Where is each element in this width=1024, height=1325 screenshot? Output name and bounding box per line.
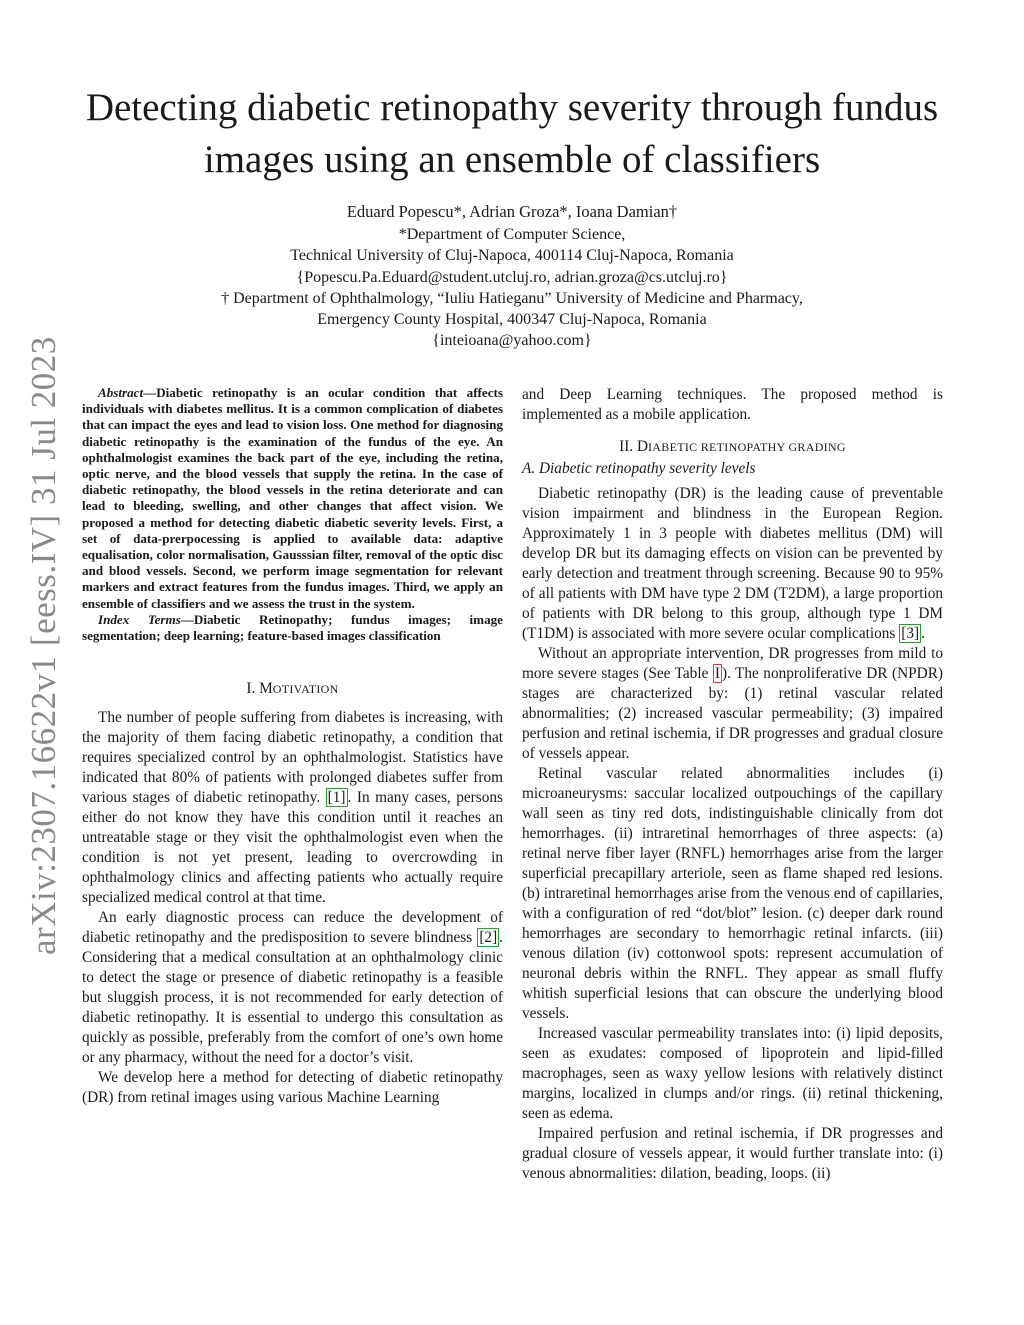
text-span: Diabetic retinopathy (DR) is the leading cause of preventable vision impairment and blindness in the European Region. Approximately 1 in 3 people with diabetes mellitus (DM) will develop DR but its damaging effects on vision can be prevented by early detection and treatment through screening. Because 90 to 95% of all patients with DM have type 2 DM (T2DM), a large proportion of patients with DR belong to this group, although type 1 DM (T1DM) is associated with more severe ocular complications xyxy=(522,485,943,642)
author-block xyxy=(82,201,942,351)
grading-paragraph-1 xyxy=(522,484,943,644)
motivation-paragraph-1 xyxy=(82,708,503,908)
text-span: ). The nonproliferative DR (NPDR) stages are characterized by: (1) retinal vascular related abnormalities; (2) increased vascular permeability; (3) impaired perfusion and retinal ischemia, if DR progresses and gradual closure of vessels appear. xyxy=(522,665,943,762)
affiliation-2-dept: † Department of Ophthalmology, “Iuliu Hatieganu” University of Medicine and Pharmacy, xyxy=(221,289,803,307)
section-heading-motivation xyxy=(82,679,503,699)
section-title-rest: OTIVATION xyxy=(272,682,339,697)
grading-paragraph-5: Impaired perfusion and retinal ischemia, if DR progresses and gradual closure of vessels appear, it would further translate into: (i) venous abnormalities: dilation, beading, loops. (ii) xyxy=(522,1125,943,1182)
text-span: . In many cases, persons either do not know they have this condition until it reaches an untreatable stage or they visit the ophthalmologist even when the condition is not yet present, leading to overcrowding in ophthalmology clinics and affecting patients who actually require specialized medical control at that time. xyxy=(82,789,503,907)
motivation-paragraph-3: We develop here a method for detecting of diabetic retinopathy (DR) from retinal images using various Machine Learning xyxy=(82,1069,503,1107)
section-number: I. xyxy=(246,680,260,698)
section-number: II. xyxy=(619,438,637,455)
citation-link[interactable]: [2] xyxy=(479,929,498,947)
text-span: . xyxy=(921,625,925,642)
grading-paragraph-4: Increased vascular permeability translates into: (i) lipid deposits, seen as exudates: composed of lipoprotein and lipid-filled macrophages, seen as waxy yellow lesions with relatively distinct margins, localized in clumps and/or rings. (ii) retinal thickening, seen as edema. xyxy=(522,1025,943,1122)
motivation-paragraph-2 xyxy=(82,908,503,1068)
affiliation-1-university: Technical University of Cluj-Napoca, 400114 Cluj-Napoca, Romania xyxy=(290,247,734,265)
abstract-label: Abstract xyxy=(98,385,144,400)
table-link[interactable]: I xyxy=(714,665,720,682)
index-terms xyxy=(82,612,503,644)
arxiv-identifier: arXiv:2307.16622v1 [eess.IV] 31 Jul 2023 xyxy=(24,336,63,955)
abstract xyxy=(82,385,503,612)
text-span: Without an appropriate intervention, DR progresses from mild to more severe stages (See Table xyxy=(522,645,943,682)
citation-link[interactable]: [3] xyxy=(901,625,920,642)
grading-paragraph-3: Retinal vascular related abnormalities includes (i) microaneurysms: saccular localized outpouchings of the capillary wall seen as tiny red dots, indistinguishable clinically from dot hemorrhages. (ii) intraretinal hemorrhages of three aspects: (a) retinal nerve fiber layer (RNFL) hemorrhages arise from the larger superficial precapillary arteriole, seen as flame shaped red lesions. (b) intraretinal hemorrhages arise from the venous end of capillaries, with a configuration of red “dot/blot” lesion. (c) deeper dark round hemorrhages are secondary to hemorrhagic retinal infarcts. (iii) venous dilation (iv) cottonwool spots: represent accumulation of neuronal debris within the RNFL. They appear as small fluffy whitish superficial lesions that can obscure the underlying blood vessels. xyxy=(522,765,943,1022)
continuation-paragraph: and Deep Learning techniques. The proposed method is implemented as a mobile application. xyxy=(522,386,943,423)
index-terms-label: Index Terms xyxy=(98,611,181,627)
left-column xyxy=(82,385,503,1108)
affiliation-1-emails: {Popescu.Pa.Eduard@student.utcluj.ro, adrian.groza@cs.utcluj.ro} xyxy=(296,268,728,286)
subsection-heading: A. Diabetic retinopathy severity levels xyxy=(522,460,756,477)
text-span: . Considering that a medical consultation at an ophthalmology clinic to detect the stage or presence of diabetic retinopathy is a feasible but sluggish process, it is not recommended for early detection of diabetic retinopathy. It is essential to undergo this consultation as quickly as possible, preferably from the comfort of one’s own home or any pharmacy, without the need for a doctor’s visit. xyxy=(82,929,503,1067)
affiliation-2-hospital: Emergency County Hospital, 400347 Cluj-Napoca, Romania xyxy=(317,311,707,329)
section-title-rest: IABETIC RETINOPATHY GRADING xyxy=(648,440,846,454)
paper-title: Detecting diabetic retinopathy severity through fundus images using an ensemble of classifiers xyxy=(85,86,939,181)
author-names: Eduard Popescu*, Adrian Groza*, Ioana Damian† xyxy=(346,202,678,221)
affiliation-2-email: {inteioana@yahoo.com} xyxy=(432,332,592,350)
section-cap: M xyxy=(259,680,273,698)
text-span: An early diagnostic process can reduce the development of diabetic retinopathy and the predisposition to severe blindness xyxy=(82,909,503,947)
affiliation-1-dept: *Department of Computer Science, xyxy=(398,226,626,244)
section-cap: D xyxy=(636,438,649,455)
grading-paragraph-2 xyxy=(522,644,943,764)
right-column xyxy=(522,385,943,1184)
abstract-text: —Diabetic retinopathy is an ocular condition that affects individuals with diabetes mellitus. It is a common complication of diabetes that can impact the eyes and lead to vision loss. One method for diagnosing diabetic retinopathy is the examination of the fundus of the eye. An ophthalmologist examines the back part of the eye, including the retina, optic nerve, and the blood vessels that supply the retina. In the case of diabetic retinopathy, the blood vessels in the retina deteriorate and can lead to bleeding, swelling, and other changes that affect vision. We proposed a method for detecting diabetic diabetic severity levels. First, a set of data-prerpocessing is applied to available data: adaptive equalisation, color normalisation, Gausssian filter, removal of the optic disc and blood vessels. Second, we perform image segmentation for relevant markers and extract features from the fundus images. Third, we apply an ensemble of classifiers and we assess the trust in the system. xyxy=(82,385,503,611)
text-span: The number of people suffering from diabetes is increasing, with the majority of them facing diabetic retinopathy, a condition that requires specialized control by an ophthalmologist. Statistics have indicated that 80% of patients with prolonged diabetes suffer from various stages of diabetic retinopathy. xyxy=(82,709,503,807)
index-terms-text: —Diabetic Retinopathy; fundus images; image segmentation; deep learning; feature-based images classification xyxy=(82,611,503,644)
section-heading-grading xyxy=(522,437,943,457)
citation-link[interactable]: [1] xyxy=(327,789,346,807)
